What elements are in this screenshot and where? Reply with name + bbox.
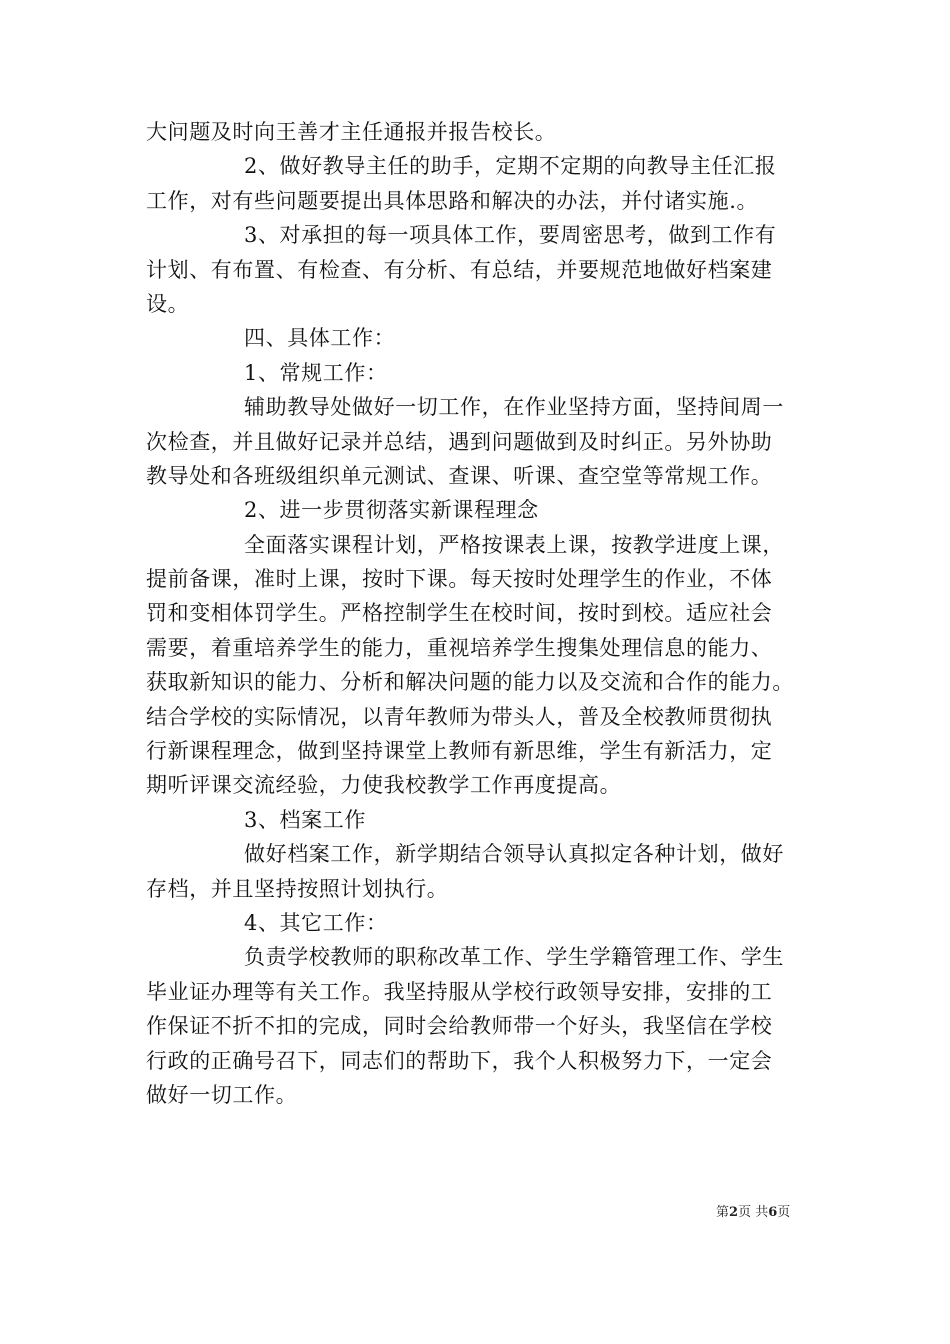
text-line: 期听评课交流经验，力使我校教学工作再度提高。	[146, 773, 622, 798]
text-line: 2、进一步贯彻落实新课程理念	[244, 498, 539, 523]
total-pages-number: 6	[768, 1205, 778, 1220]
text-line: 四、具体工作：	[244, 326, 396, 351]
page-footer	[716, 1204, 790, 1222]
text-line: 辅助教导处做好一切工作，在作业坚持方面，坚持间周一	[244, 395, 784, 420]
text-line: 3、对承担的每一项具体工作，要周密思考，做到工作有	[244, 223, 777, 248]
text-line: 需要，着重培养学生的能力，重视培养学生搜集处理信息的能力、	[146, 635, 773, 660]
text-line: 1、常规工作：	[244, 360, 388, 385]
text-line: 设。	[146, 291, 190, 316]
document-body	[146, 115, 806, 1112]
text-line: 2、做好教导主任的助手，定期不定期的向教导主任汇报	[244, 154, 777, 179]
text-line: 3、档案工作	[244, 807, 366, 832]
text-line: 负责学校教师的职称改革工作、学生学籍管理工作、学生	[244, 945, 784, 970]
text-line: 提前备课，准时上课，按时下课。每天按时处理学生的作业，不体	[146, 567, 773, 592]
text-line: 全面落实课程计划，严格按课表上课，按教学进度上课，	[244, 532, 784, 557]
text-line: 次检查，并且做好记录并总结，遇到问题做到及时纠正。另外协助	[146, 429, 773, 454]
text-line: 毕业证办理等有关工作。我坚持服从学校行政领导安排，安排的工	[146, 979, 773, 1004]
footer-middle: 页 共	[738, 1205, 769, 1220]
text-line: 获取新知识的能力、分析和解决问题的能力以及交流和合作的能力。	[146, 670, 794, 695]
text-line: 4、其它工作：	[244, 910, 388, 935]
text-line: 计划、有布置、有检查、有分析、有总结，并要规范地做好档案建	[146, 257, 773, 282]
text-line: 作保证不折不扣的完成，同时会给教师带一个好头，我坚信在学校	[146, 1014, 773, 1039]
text-line: 行政的正确号召下，同志们的帮助下，我个人积极努力下，一定会	[146, 1048, 773, 1073]
text-line: 做好档案工作，新学期结合领导认真拟定各种计划，做好	[244, 842, 784, 867]
current-page-number: 2	[729, 1205, 739, 1220]
footer-suffix: 页	[777, 1205, 791, 1220]
text-line: 存档，并且坚持按照计划执行。	[146, 876, 449, 901]
text-line: 做好一切工作。	[146, 1082, 298, 1107]
footer-prefix: 第	[716, 1205, 730, 1220]
text-line: 罚和变相体罚学生。严格控制学生在校时间，按时到校。适应社会	[146, 601, 773, 626]
text-line: 大问题及时向王善才主任通报并报告校长。	[146, 120, 557, 144]
text-line: 教导处和各班级组织单元测试、查课、听课、查空堂等常规工作。	[146, 463, 773, 488]
text-line: 工作，对有些问题要提出具体思路和解决的办法，并付诸实施.。	[146, 188, 759, 213]
text-line: 行新课程理念，做到坚持课堂上教师有新思维，学生有新活力，定	[146, 739, 773, 764]
text-line: 结合学校的实际情况，以青年教师为带头人，普及全校教师贯彻执	[146, 704, 773, 729]
